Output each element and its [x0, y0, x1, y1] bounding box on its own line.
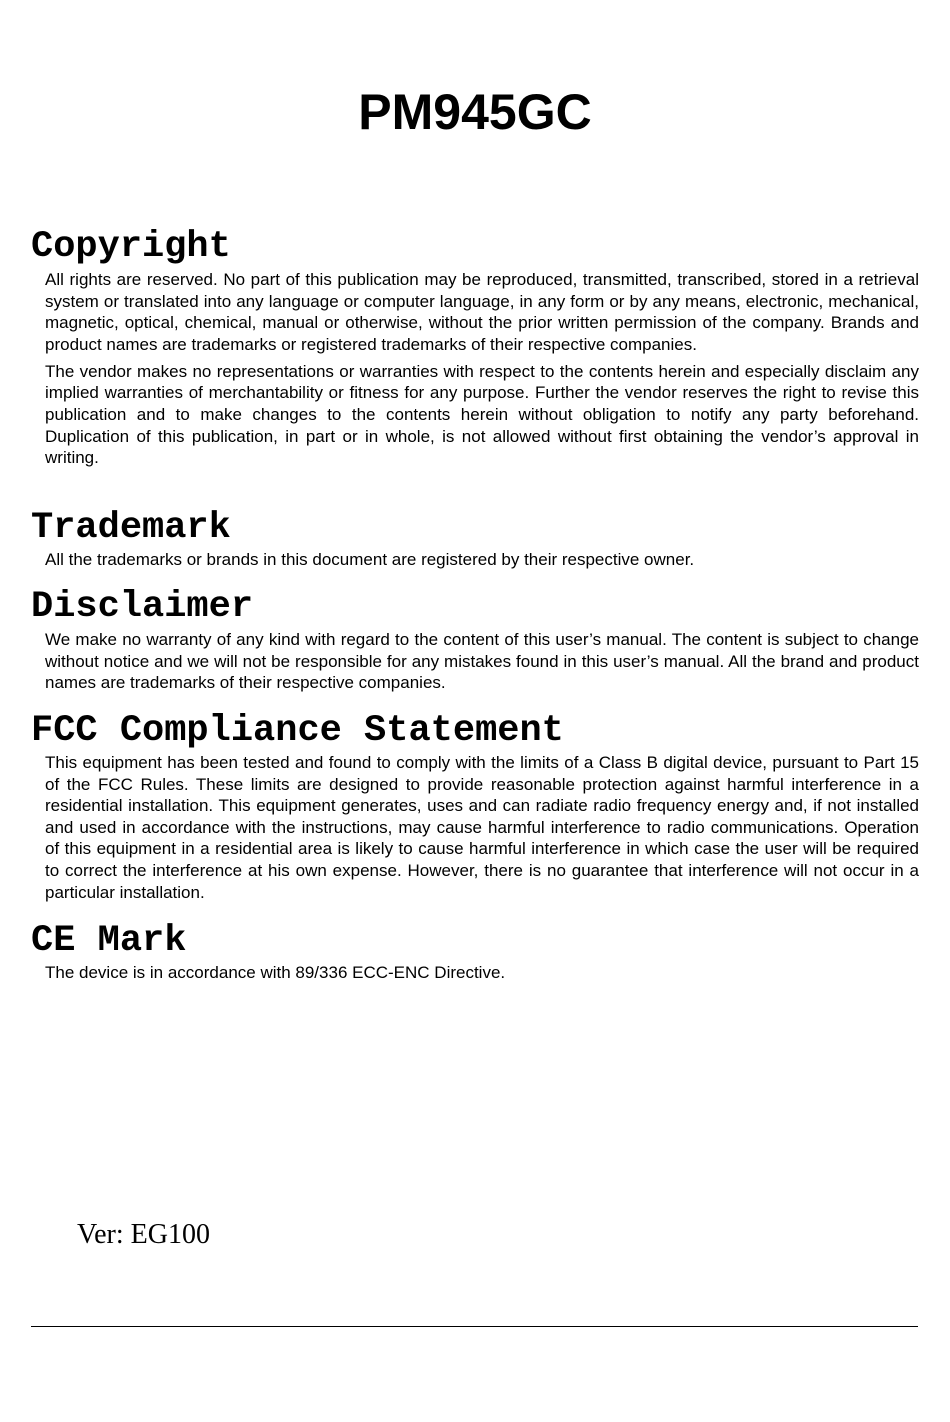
- copyright-paragraph-1: All rights are reserved. No part of this publication may be reproduced, transmitted, transcribed, stored in a retrieval system or translated into any language or computer language, in any form or by any means, electronic, mechanical, magnetic, optical, chemical, manual or otherwise, without the prior written permission of the company. Brands and product names are trademarks or registered trademarks of their respective companies.: [45, 270, 919, 354]
- fcc-body: [45, 752, 919, 909]
- trademark-paragraph: All the trademarks or brands in this document are registered by their respective owner.: [45, 550, 695, 569]
- document-title: PM945GC: [358, 84, 592, 140]
- copyright-paragraph-2: The vendor makes no representations or warranties with respect to the contents herein and especially disclaim any implied warranties of merchantability or fitness for any purpose. Further the vendor reserves the right to revise this publication and to make changes to the contents herein without obligation to notify any party beforehand. Duplication of this publication, in part or in whole, is not allowed without first obtaining the vendor’s approval in writing.: [45, 361, 919, 468]
- trademark-body: [45, 549, 919, 576]
- heading-trademark: Trademark: [31, 507, 231, 549]
- disclaimer-paragraph: We make no warranty of any kind with regard to the content of this user’s manual. The content is subject to change without notice and we will not be responsible for any mistakes found in this user’s manual. All the brand and product names are trademarks of their respective companies.: [45, 630, 919, 693]
- footer-divider: [31, 1326, 918, 1327]
- fcc-paragraph: This equipment has been tested and found to comply with the limits of a Class B digital device, pursuant to Part 15 of the FCC Rules. These limits are designed to provide reasonable protection against harmful interference in a residential installation. This equipment generates, uses and can radiate radio frequency energy and, if not installed and used in accordance with the instructions, may cause harmful interference to radio communications. Operation of this equipment in a residential area is likely to cause harmful interference in which case the user will be required to correct the interference at his own expense. However, there is no guarantee that interference will not occur in a particular installation.: [45, 753, 919, 902]
- heading-fcc: FCC Compliance Statement: [31, 710, 564, 752]
- ce-body: [45, 962, 919, 989]
- heading-ce-mark: CE Mark: [31, 920, 187, 962]
- disclaimer-body: [45, 629, 919, 699]
- heading-disclaimer: Disclaimer: [31, 586, 254, 628]
- heading-copyright: Copyright: [31, 226, 231, 268]
- ce-paragraph: The device is in accordance with 89/336 ECC-ENC Directive.: [45, 963, 506, 982]
- copyright-body: [45, 269, 919, 474]
- version-label: Ver: EG100: [77, 1219, 210, 1250]
